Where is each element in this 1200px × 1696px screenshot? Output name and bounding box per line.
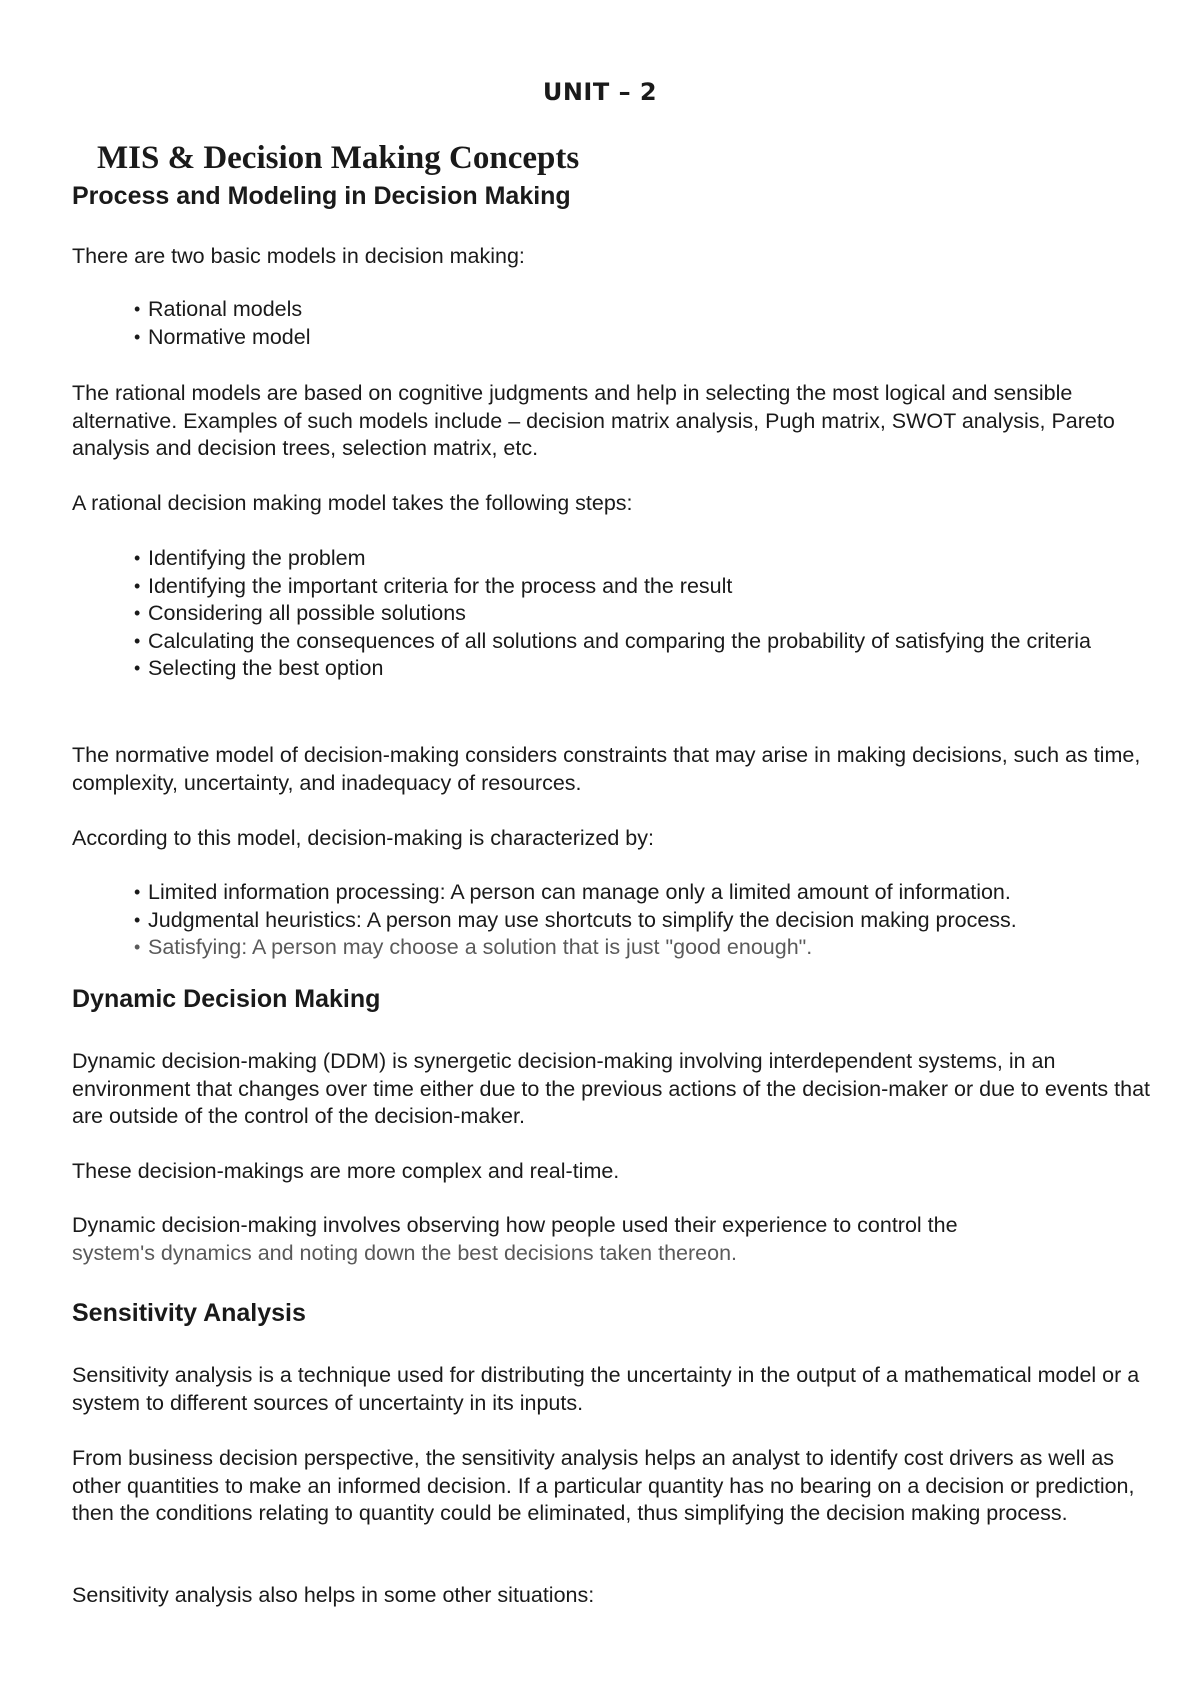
sensitivity-business-paragraph: From business decision perspective, the sensitivity analysis helps an analyst to identify cost drivers as well as other quantities to make an informed decision. If a particular quantity has no bearing on a decision or prediction, then the conditions relating to quantity could be eliminated, thus simplifying the decision making process. <box>72 1446 1135 1525</box>
models-list <box>134 296 1144 351</box>
ddm-paragraph: Dynamic decision-making (DDM) is synergetic decision-making involving interdependent systems, in an environment that changes over time either due to the previous actions of the decision-maker or due to events that are outside of the control of the decision-maker. <box>72 1049 1151 1128</box>
steps-intro: A rational decision making model takes the following steps: <box>72 491 633 515</box>
unit-title: UNIT – 2 <box>542 78 658 106</box>
ddm-observation-paragraph <box>72 1212 1152 1267</box>
sensitivity-definition-paragraph: Sensitivity analysis is a technique used for distributing the uncertainty in the output of a mathematical model or a system to different sources of uncertainty in its inputs. <box>72 1363 1140 1415</box>
models-intro: There are two basic models in decision making: <box>72 244 525 268</box>
list-item: • Identifying the problem <box>134 545 1144 573</box>
section-heading-dynamic-decision-making: Dynamic Decision Making <box>72 985 381 1013</box>
characteristics-intro: According to this model, decision-making is characterized by: <box>72 826 654 850</box>
document-title: MIS & Decision Making Concepts <box>97 140 580 176</box>
characteristics-list <box>134 879 1144 962</box>
ddm-observation-line-1: Dynamic decision-making involves observing how people used their experience to control the <box>72 1213 958 1237</box>
list-item: • Satisfying: A person may choose a solution that is just "good enough". <box>134 934 1144 962</box>
section-heading-sensitivity-analysis: Sensitivity Analysis <box>72 1299 306 1327</box>
list-item: • Identifying the important criteria for the process and the result <box>134 573 1144 601</box>
list-item: • Judgmental heuristics: A person may use shortcuts to simplify the decision making process. <box>134 907 1144 935</box>
section-heading-process-modeling: Process and Modeling in Decision Making <box>72 182 571 210</box>
list-item: • Selecting the best option <box>134 655 1144 683</box>
list-item: • Rational models <box>134 296 1144 324</box>
list-item: • Limited information processing: A person can manage only a limited amount of information. <box>134 879 1144 907</box>
ddm-complexity-paragraph: These decision-makings are more complex and real-time. <box>72 1159 620 1183</box>
list-item: • Normative model <box>134 324 1144 352</box>
steps-list <box>134 545 1144 683</box>
rational-models-paragraph: The rational models are based on cognitive judgments and help in selecting the most logical and sensible alternative. Examples of such models include – decision matrix analysis, Pugh matrix, SWOT analysis, Pareto analysis and decision trees, selection matrix, etc. <box>72 381 1115 460</box>
normative-model-paragraph: The normative model of decision-making considers constraints that may arise in making decisions, such as time, complexity, uncertainty, and inadequacy of resources. <box>72 743 1141 795</box>
list-item: • Considering all possible solutions <box>134 600 1144 628</box>
ddm-observation-line-2: system's dynamics and noting down the best decisions taken thereon. <box>72 1240 738 1265</box>
sensitivity-situations-intro: Sensitivity analysis also helps in some other situations: <box>72 1583 595 1607</box>
list-item: • Calculating the consequences of all solutions and comparing the probability of satisfying the criteria <box>134 628 1144 656</box>
